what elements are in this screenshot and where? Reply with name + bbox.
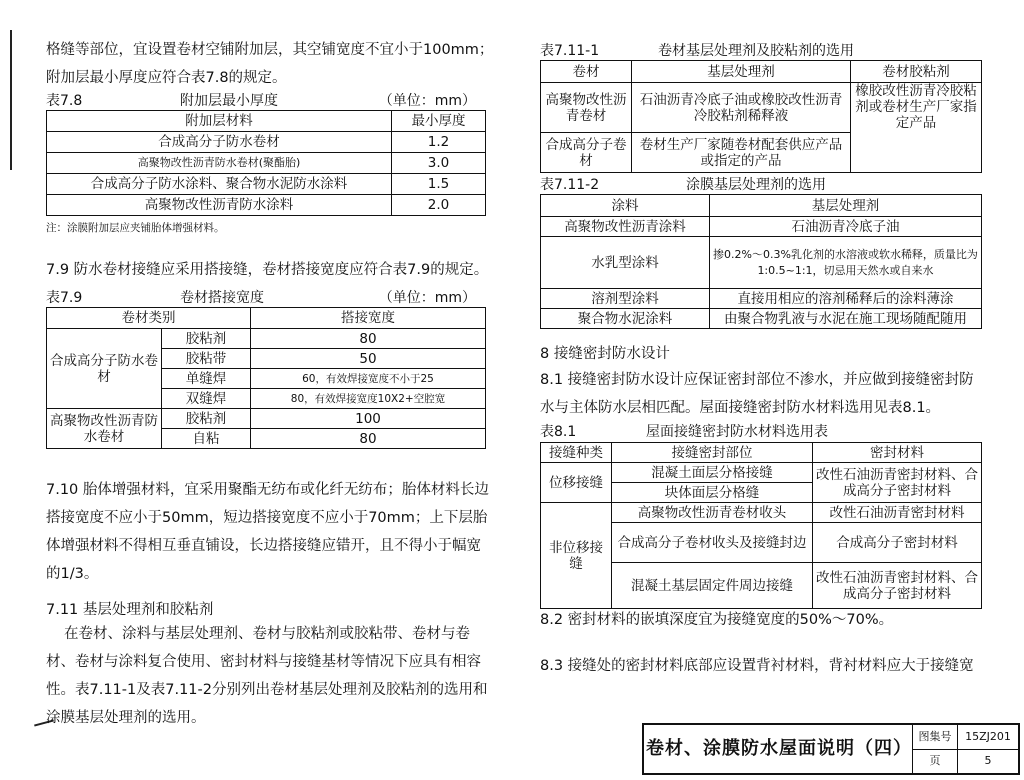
paragraph-8-2: 8.2 密封材料的嵌填深度宜为接缝宽度的50%～70%。 xyxy=(540,612,894,628)
table-cell: 合成高分子密封材料 xyxy=(813,523,982,563)
table-number: 表7.11-2 xyxy=(540,177,600,193)
table-title: 涂膜基层处理剂的选用 xyxy=(686,177,826,193)
table-header-cell: 接缝种类 xyxy=(541,443,612,463)
table-group-cell: 合成高分子防水卷材 xyxy=(47,329,162,409)
text-line: 搭接宽度不应小于50mm，短边搭接宽度不应小于70mm；上下层胎 xyxy=(46,510,488,526)
table-7-11-1 xyxy=(540,60,982,173)
table-cell: 卷材生产厂家随卷材配套供应产品或指定的产品 xyxy=(632,133,851,173)
table-7-9-caption xyxy=(46,287,486,307)
text-line: 在卷材、涂料与基层处理剂、卷材与胶粘剂或胶粘带、卷材与卷 xyxy=(64,626,470,642)
table-cell: 单缝焊 xyxy=(162,369,251,389)
table-title: 卷材搭接宽度 xyxy=(180,290,264,306)
table-cell: 由聚合物乳液与水泥在施工现场随配随用 xyxy=(710,309,982,329)
table-cell: 100 xyxy=(251,409,486,429)
page-number: 5 xyxy=(958,749,1020,774)
table-group-cell: 高聚物改性沥青防水卷材 xyxy=(47,409,162,449)
table-title: 卷材基层处理剂及胶粘剂的选用 xyxy=(658,43,854,59)
table-cell: 合成高分子防水卷材 xyxy=(47,132,392,153)
text-line: 附加层最小厚度应符合表7.8的规定。 xyxy=(46,70,287,86)
table-cell: 双缝焊 xyxy=(162,389,251,409)
table-number: 表7.8 xyxy=(46,93,83,109)
table-group-cell: 位移接缝 xyxy=(541,463,612,503)
table-header-cell: 涂料 xyxy=(541,195,710,217)
table-cell: 自粘 xyxy=(162,429,251,449)
table-cell: 3.0 xyxy=(392,153,486,174)
table-7-8-caption xyxy=(46,90,486,110)
table-unit: （单位：mm） xyxy=(378,290,476,306)
table-cell: 高聚物改性沥青卷材 xyxy=(541,83,632,133)
table-cell: 改性石油沥青密封材料 xyxy=(813,503,982,523)
text-line: 体增强材料不得相互垂直铺设，长边搭接缝应错开，且不得小于幅宽 xyxy=(46,538,481,554)
text-line: 8.1 接缝密封防水设计应保证密封部位不渗水，并应做到接缝密封防 xyxy=(540,372,974,388)
table-cell: 橡胶改性沥青冷胶粘剂或卷材生产厂家指定产品 xyxy=(851,83,982,173)
table-cell: 2.0 xyxy=(392,195,486,216)
text-line: 性。表7.11-1及表7.11-2分别列出卷材基层处理剂及胶粘剂的选用和 xyxy=(46,682,488,698)
atlas-label: 图集号 xyxy=(913,724,958,749)
table-cell: 高聚物改性沥青防水涂料 xyxy=(47,195,392,216)
text-line: 涂膜基层处理剂的选用。 xyxy=(46,710,206,726)
table-cell: 80 xyxy=(251,429,486,449)
table-group-cell: 非位移接缝 xyxy=(541,503,612,609)
table-7-8 xyxy=(46,110,486,216)
table-8-1-caption xyxy=(540,421,980,441)
table-8-1 xyxy=(540,442,982,609)
table-cell: 水乳型涂料 xyxy=(541,237,710,289)
table-number: 表8.1 xyxy=(540,424,577,440)
table-cell: 块体面层分格缝 xyxy=(612,483,813,503)
text-line: 水与主体防水层相匹配。屋面接缝密封防水材料选用见表8.1。 xyxy=(540,400,941,416)
table-cell: 合成高分子卷材 xyxy=(541,133,632,173)
paragraph-8-1 xyxy=(540,366,974,422)
table-title: 附加层最小厚度 xyxy=(180,93,278,109)
table-7-11-2 xyxy=(540,194,982,329)
paragraph-8-3: 8.3 接缝处的密封材料底部应设置背衬材料，背衬材料应大于接缝宽 xyxy=(540,658,974,674)
table-7-11-1-caption xyxy=(540,40,980,60)
text-line: 的1/3。 xyxy=(46,566,99,582)
scan-edge-line xyxy=(10,30,12,170)
heading-8: 8 接缝密封防水设计 xyxy=(540,346,670,362)
text-line: 格缝等部位，宜设置卷材空铺附加层，其空铺宽度不宜小于100mm； xyxy=(46,42,494,58)
table-7-11-2-caption xyxy=(540,174,980,194)
table-7-9 xyxy=(46,307,486,449)
paragraph-7-10 xyxy=(46,476,489,588)
table-header-cell: 卷材类别 xyxy=(47,308,251,329)
drawing-title: 卷材、涂膜防水屋面说明（四） xyxy=(643,724,913,774)
table-cell: 80 xyxy=(251,329,486,349)
text-line: 材、卷材与涂料复合使用、密封材料与接缝基材等情况下应具有相容 xyxy=(46,654,481,670)
table-cell: 胶粘带 xyxy=(162,349,251,369)
table-cell: 60，有效焊接宽度不小于25 xyxy=(251,369,486,389)
table-cell: 石油沥青冷底子油 xyxy=(710,217,982,237)
table-cell: 混凝土基层固定件周边接缝 xyxy=(612,563,813,609)
paragraph-7-9: 7.9 防水卷材接缝应采用搭接缝，卷材搭接宽度应符合表7.9的规定。 xyxy=(46,262,489,278)
table-header-cell: 搭接宽度 xyxy=(251,308,486,329)
table-header-cell: 基层处理剂 xyxy=(710,195,982,217)
table-header-cell: 接缝密封部位 xyxy=(612,443,813,463)
table-header-cell: 基层处理剂 xyxy=(632,61,851,83)
table-cell: 高聚物改性沥青防水卷材(聚酯胎) xyxy=(47,153,392,174)
table-cell: 改性石油沥青密封材料、合成高分子密封材料 xyxy=(813,563,982,609)
text-line: 7.10 胎体增强材料，宜采用聚酯无纺布或化纤无纺布；胎体材料长边 xyxy=(46,482,489,498)
table-cell: 胶粘剂 xyxy=(162,329,251,349)
table-number: 表7.9 xyxy=(46,290,83,306)
table-title: 屋面接缝密封防水材料选用表 xyxy=(646,424,828,440)
table-cell: 石油沥青冷底子油或橡胶改性沥青冷胶粘剂稀释液 xyxy=(632,83,851,133)
table-cell: 合成高分子卷材收头及接缝封边 xyxy=(612,523,813,563)
heading-7-11: 7.11 基层处理剂和胶粘剂 xyxy=(46,602,214,618)
table-cell: 混凝土面层分格接缝 xyxy=(612,463,813,483)
table-cell: 直接用相应的溶剂稀释后的涂料薄涂 xyxy=(710,289,982,309)
table-number: 表7.11-1 xyxy=(540,43,600,59)
page-label: 页 xyxy=(913,749,958,774)
atlas-number: 15ZJ201 xyxy=(958,724,1020,749)
table-header-cell: 卷材 xyxy=(541,61,632,83)
table-cell: 80，有效焊接宽度10X2+空腔宽 xyxy=(251,389,486,409)
title-block xyxy=(642,723,1020,775)
paragraph-7-8-intro xyxy=(46,36,493,92)
table-7-8-note: 注：涂膜附加层应夹铺胎体增强材料。 xyxy=(46,222,225,234)
table-cell: 溶剂型涂料 xyxy=(541,289,710,309)
table-cell: 1.2 xyxy=(392,132,486,153)
table-unit: （单位：mm） xyxy=(378,93,476,109)
table-cell: 掺0.2%～0.3%乳化剂的水溶液或软水稀释，质量比为1:0.5~1:1，切忌用天然水或自来水 xyxy=(710,237,982,289)
table-cell: 聚合物水泥涂料 xyxy=(541,309,710,329)
table-header-cell: 密封材料 xyxy=(813,443,982,463)
paragraph-7-11 xyxy=(46,620,487,732)
table-cell: 胶粘剂 xyxy=(162,409,251,429)
table-cell: 1.5 xyxy=(392,174,486,195)
table-cell: 改性石油沥青密封材料、合成高分子密封材料 xyxy=(813,463,982,503)
table-header-cell: 最小厚度 xyxy=(392,111,486,132)
table-header-cell: 卷材胶粘剂 xyxy=(851,61,982,83)
table-cell: 合成高分子防水涂料、聚合物水泥防水涂料 xyxy=(47,174,392,195)
table-cell: 高聚物改性沥青卷材收头 xyxy=(612,503,813,523)
table-header-cell: 附加层材料 xyxy=(47,111,392,132)
table-cell: 50 xyxy=(251,349,486,369)
table-cell: 高聚物改性沥青涂料 xyxy=(541,217,710,237)
